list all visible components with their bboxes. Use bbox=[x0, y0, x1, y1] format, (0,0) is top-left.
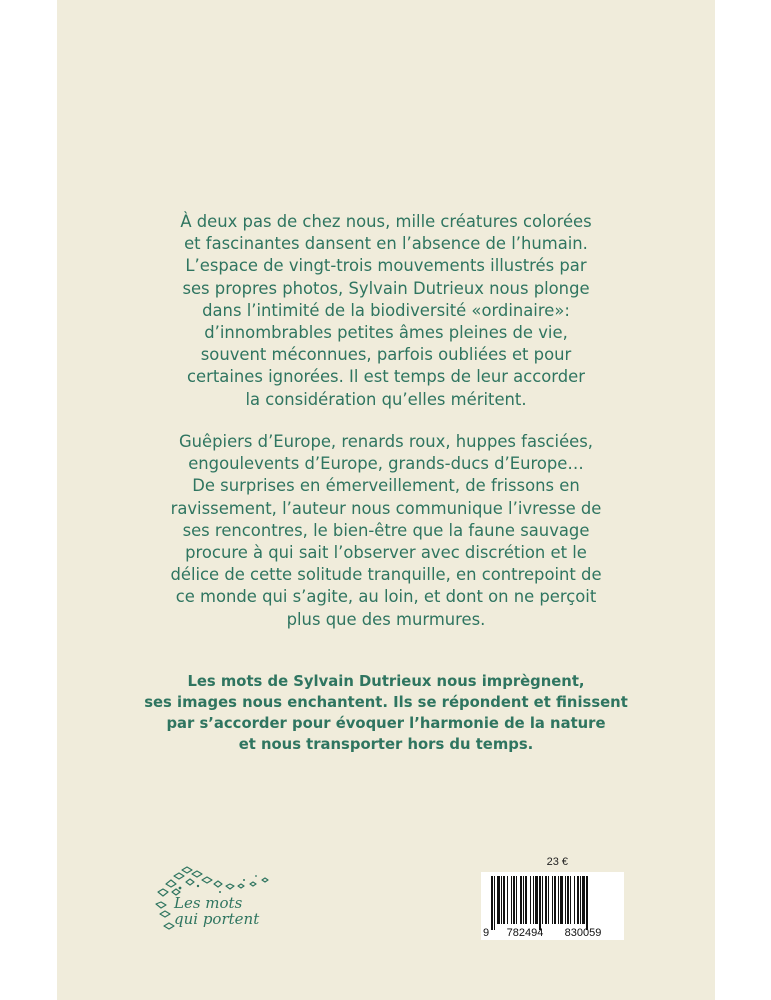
publisher-name-line-1: Les mots bbox=[174, 894, 243, 912]
text-line: Guêpiers d’Europe, renards roux, huppes fasciées, bbox=[178, 432, 594, 451]
barcode-bar bbox=[516, 876, 517, 924]
barcode-bar bbox=[533, 876, 534, 924]
barcode-bar bbox=[525, 876, 527, 924]
barcode-digits-right: 830059 bbox=[564, 927, 602, 939]
text-line: engoulevents d’Europe, grands-ducs d’Europe… bbox=[188, 454, 584, 474]
text-line: ses rencontres, le bien-être que la faune sauvage bbox=[182, 520, 590, 540]
barcode-bar bbox=[577, 876, 579, 924]
barcode-bar bbox=[497, 876, 500, 924]
barcode-bar bbox=[558, 876, 559, 924]
isbn-barcode bbox=[481, 872, 624, 940]
barcode-bar bbox=[535, 876, 538, 924]
barcode-bar bbox=[523, 876, 524, 924]
text-line: L’espace de vingt-trois mouvements illustrés par bbox=[185, 256, 587, 276]
text-line: d’innombrables petites âmes pleines de vie, bbox=[204, 323, 568, 343]
barcode-bar bbox=[565, 876, 566, 924]
barcode-bar bbox=[507, 876, 508, 924]
text-line: procure à qui sait l’observer avec discrétion et le bbox=[185, 543, 587, 563]
text-line: De surprises en émerveillement, de frissons en bbox=[192, 476, 580, 496]
barcode-bar bbox=[570, 876, 571, 924]
barcode-bar bbox=[582, 876, 585, 924]
barcode-bar bbox=[567, 876, 569, 924]
blurb-paragraph-1 bbox=[57, 211, 715, 411]
barcode-bar bbox=[545, 876, 547, 924]
text-line: ce monde qui s’agite, au loin, et dont on ne perçoit bbox=[175, 587, 597, 607]
barcode-bar bbox=[520, 876, 522, 924]
back-cover bbox=[57, 0, 715, 1000]
barcode-digits-left: 782494 bbox=[506, 927, 544, 939]
price-label: 23 € bbox=[546, 856, 568, 868]
barcode-bar bbox=[548, 876, 549, 924]
text-line: À deux pas de chez nous, mille créatures colorées bbox=[180, 212, 592, 231]
barcode-bar bbox=[491, 876, 493, 930]
text-line: et fascinantes dansent en l’absence de l’humain. bbox=[184, 234, 588, 254]
text-line: ravissement, l’auteur nous communique l’ivresse de bbox=[170, 498, 602, 518]
barcode-bar bbox=[554, 876, 556, 924]
blurb-paragraph-2 bbox=[57, 431, 715, 631]
publisher-logo bbox=[152, 862, 282, 944]
barcode-bar bbox=[494, 876, 495, 930]
text-line: et nous transporter hors du temps. bbox=[238, 736, 534, 753]
barcode-digit-first: 9 bbox=[483, 927, 490, 939]
text-line: ses images nous enchantent. Ils se répondent et finissent bbox=[144, 694, 628, 711]
barcode-bar bbox=[511, 876, 512, 924]
text-line: dans l’intimité de la biodiversité «ordinaire»: bbox=[202, 300, 570, 320]
text-line: plus que des murmures. bbox=[286, 609, 486, 629]
text-line: Les mots de Sylvain Dutrieux nous imprègnent, bbox=[187, 673, 585, 690]
text-line: certaines ignorées. Il est temps de leur accorder bbox=[187, 367, 585, 387]
publisher-name bbox=[174, 895, 259, 927]
tagline-paragraph bbox=[57, 671, 715, 755]
barcode-bar bbox=[503, 876, 505, 924]
publisher-name-line-2: qui portent bbox=[174, 910, 260, 928]
barcode-bar bbox=[552, 876, 553, 924]
barcode-bar bbox=[513, 876, 515, 924]
barcode-bar bbox=[560, 876, 563, 924]
text-line: par s’accorder pour évoquer l’harmonie de la nature bbox=[166, 715, 606, 732]
barcode-bar bbox=[539, 876, 541, 930]
barcode-bar bbox=[574, 876, 575, 924]
barcode-bar bbox=[542, 876, 543, 924]
barcode-bar bbox=[586, 876, 588, 930]
text-line: souvent méconnues, parfois oubliées et pour bbox=[200, 345, 572, 365]
text-line: délice de cette solitude tranquille, en contrepoint de bbox=[170, 565, 602, 585]
barcode-bar bbox=[580, 876, 581, 924]
barcode-bar bbox=[501, 876, 502, 924]
text-line: ses propres photos, Sylvain Dutrieux nous plonge bbox=[182, 278, 590, 298]
barcode-bar bbox=[530, 876, 531, 924]
text-line: la considération qu’elles méritent. bbox=[245, 389, 527, 409]
